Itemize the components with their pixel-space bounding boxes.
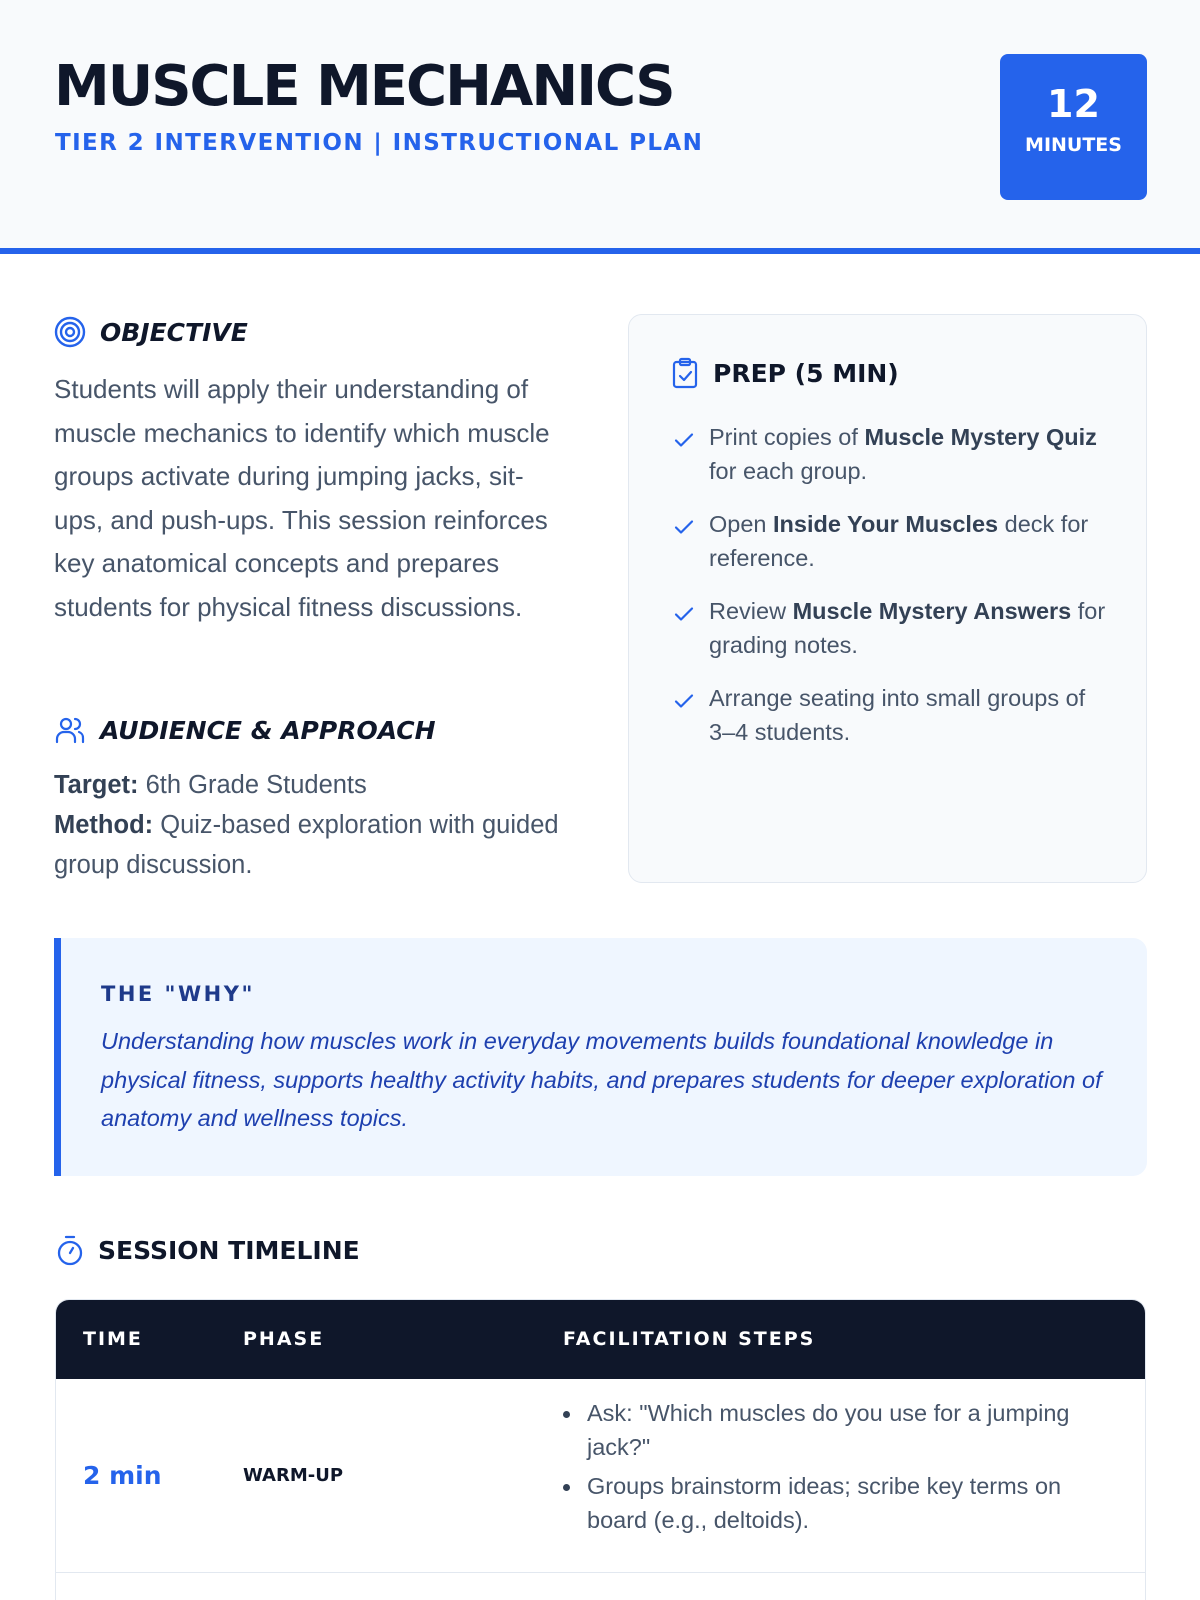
prep-heading-label: PREP (5 MIN)	[713, 358, 899, 388]
prep-item	[669, 595, 1109, 662]
check-icon	[669, 599, 699, 629]
stopwatch-icon	[54, 1234, 86, 1266]
step-item: Groups brainstorm ideas; scribe key terms on board (e.g., deltoids).	[560, 1470, 1120, 1537]
prep-list	[669, 421, 1109, 769]
row-time: 2 min	[83, 1461, 162, 1490]
target-label: Target:	[54, 771, 139, 799]
audience-heading	[54, 714, 436, 746]
users-icon	[54, 714, 86, 746]
timeline-heading-label: SESSION TIMELINE	[98, 1235, 360, 1265]
prep-heading	[669, 357, 899, 389]
prep-item-text: Arrange seating into small groups of 3–4 students.	[709, 685, 1086, 745]
prep-item	[669, 508, 1109, 575]
table-header	[56, 1300, 1145, 1379]
clipboard-check-icon	[669, 357, 701, 389]
table-row	[56, 1379, 1145, 1573]
audience-details	[54, 765, 574, 885]
column-header-steps: FACILITATION STEPS	[563, 1328, 816, 1350]
objective-heading-label: OBJECTIVE	[100, 317, 248, 347]
step-item: Ask: "Which muscles do you use for a jumping jack?"	[560, 1397, 1120, 1464]
why-callout	[54, 938, 1147, 1176]
prep-item-text: Open Inside Your Muscles deck for reference.	[709, 511, 1089, 571]
duration-unit: MINUTES	[1025, 134, 1122, 156]
duration-badge	[1000, 54, 1147, 200]
page-header	[0, 0, 1200, 254]
duration-value: 12	[1047, 82, 1100, 126]
prep-item-text: Review Muscle Mystery Answers for grading notes.	[709, 598, 1106, 658]
prep-item-text: Print copies of Muscle Mystery Quiz for each group.	[709, 424, 1097, 484]
target-value: 6th Grade Students	[145, 771, 367, 799]
prep-card	[628, 314, 1147, 883]
page-title: MUSCLE MECHANICS	[54, 54, 674, 119]
objective-heading	[54, 316, 248, 348]
column-header-time: TIME	[83, 1328, 143, 1350]
prep-item	[669, 682, 1109, 749]
check-icon	[669, 512, 699, 542]
prep-item	[669, 421, 1109, 488]
timeline-table	[55, 1299, 1146, 1600]
row-phase: WARM-UP	[243, 1465, 344, 1486]
timeline-heading	[54, 1234, 360, 1266]
audience-target	[54, 765, 574, 805]
check-icon	[669, 425, 699, 455]
why-heading: THE "WHY"	[101, 982, 255, 1006]
page-subtitle: TIER 2 INTERVENTION | INSTRUCTIONAL PLAN	[55, 130, 704, 156]
row-steps	[560, 1397, 1120, 1543]
audience-heading-label: AUDIENCE & APPROACH	[100, 715, 436, 745]
audience-method	[54, 805, 574, 885]
target-icon	[54, 316, 86, 348]
method-value: Quiz-based exploration with guided group discussion.	[54, 811, 559, 879]
method-label: Method:	[54, 811, 154, 839]
objective-text: Students will apply their understanding of muscle mechanics to identify which muscle groups activate during jumping jacks, sit-ups, and push-ups. This session reinforces key anatomical concepts and prepares students for physical fitness discussions.	[54, 374, 550, 622]
why-text: Understanding how muscles work in everyday movements builds foundational knowledge in physical fitness, supports healthy activity habits, and prepares students for deeper exploration of anatomy and wellness topics.	[101, 1028, 1102, 1131]
check-icon	[669, 686, 699, 716]
column-header-phase: PHASE	[243, 1328, 325, 1350]
